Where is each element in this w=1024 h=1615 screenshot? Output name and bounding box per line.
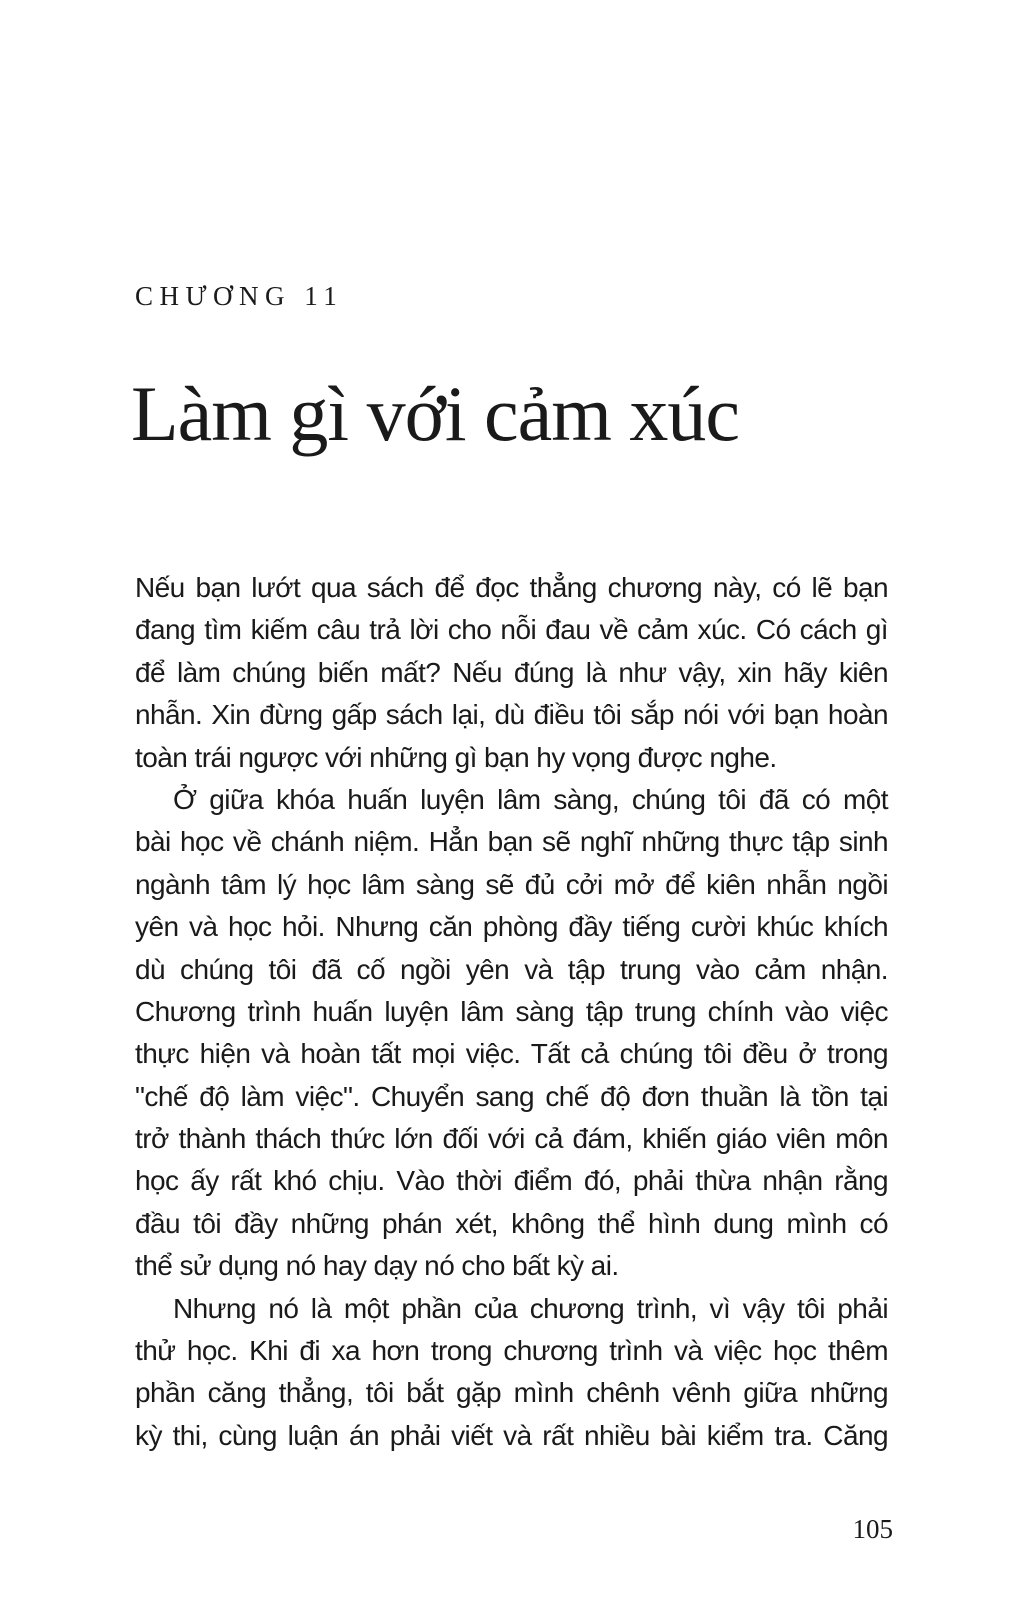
text-line: thể sử dụng nó hay dạy nó cho bất kỳ ai.	[135, 1250, 619, 1282]
text-line: Ở giữa khóa huấn luyện lâm sàng, chúng tôi đã có một	[173, 783, 888, 815]
chapter-title: Làm gì với cảm xúc	[131, 370, 740, 457]
text-line: "chế độ làm việc". Chuyển sang chế độ đơn thuần là tồn tại	[135, 1080, 888, 1112]
text-line: học ấy rất khó chịu. Vào thời điểm đó, phải thừa nhận rằng	[135, 1165, 888, 1197]
text-line: ngành tâm lý học lâm sàng sẽ đủ cởi mở để kiên nhẫn ngồi	[135, 868, 888, 900]
text-line: để làm chúng biến mất? Nếu đúng là như vậy, xin hãy kiên	[135, 656, 888, 688]
text-line: dù chúng tôi đã cố ngồi yên và tập trung vào cảm nhận.	[135, 953, 888, 985]
text-line: đầu tôi đầy những phán xét, không thể hình dung mình có	[135, 1207, 888, 1239]
text-line: toàn trái ngược với những gì bạn hy vọng được nghe.	[135, 741, 777, 773]
text-line: kỳ thi, cùng luận án phải viết và rất nhiều bài kiểm tra. Căng	[135, 1419, 888, 1451]
body-text	[135, 567, 888, 1457]
text-line: Chương trình huấn luyện lâm sàng tập trung chính vào việc	[135, 995, 888, 1027]
text-line: nhẫn. Xin đừng gấp sách lại, dù điều tôi sắp nói với bạn hoàn	[135, 699, 888, 731]
chapter-kicker: CHƯƠNG 11	[135, 281, 344, 311]
text-line: trở thành thách thức lớn đối với cả đám, khiến giáo viên môn	[135, 1123, 888, 1155]
text-line: phần căng thẳng, tôi bắt gặp mình chênh vênh giữa những	[135, 1377, 888, 1409]
text-line: thử học. Khi đi xa hơn trong chương trình và việc học thêm	[135, 1335, 888, 1367]
text-line: thực hiện và hoàn tất mọi việc. Tất cả chúng tôi đều ở trong	[135, 1038, 888, 1070]
text-line: yên và học hỏi. Nhưng căn phòng đầy tiếng cười khúc khích	[135, 911, 888, 943]
text-line: Nếu bạn lướt qua sách để đọc thẳng chương này, có lẽ bạn	[135, 572, 888, 603]
page-number: 105	[852, 1514, 893, 1544]
text-line: đang tìm kiếm câu trả lời cho nỗi đau về cảm xúc. Có cách gì	[135, 614, 888, 646]
text-line: bài học về chánh niệm. Hẳn bạn sẽ nghĩ những thực tập sinh	[135, 826, 888, 858]
text-line: Nhưng nó là một phần của chương trình, vì vậy tôi phải	[173, 1292, 888, 1324]
